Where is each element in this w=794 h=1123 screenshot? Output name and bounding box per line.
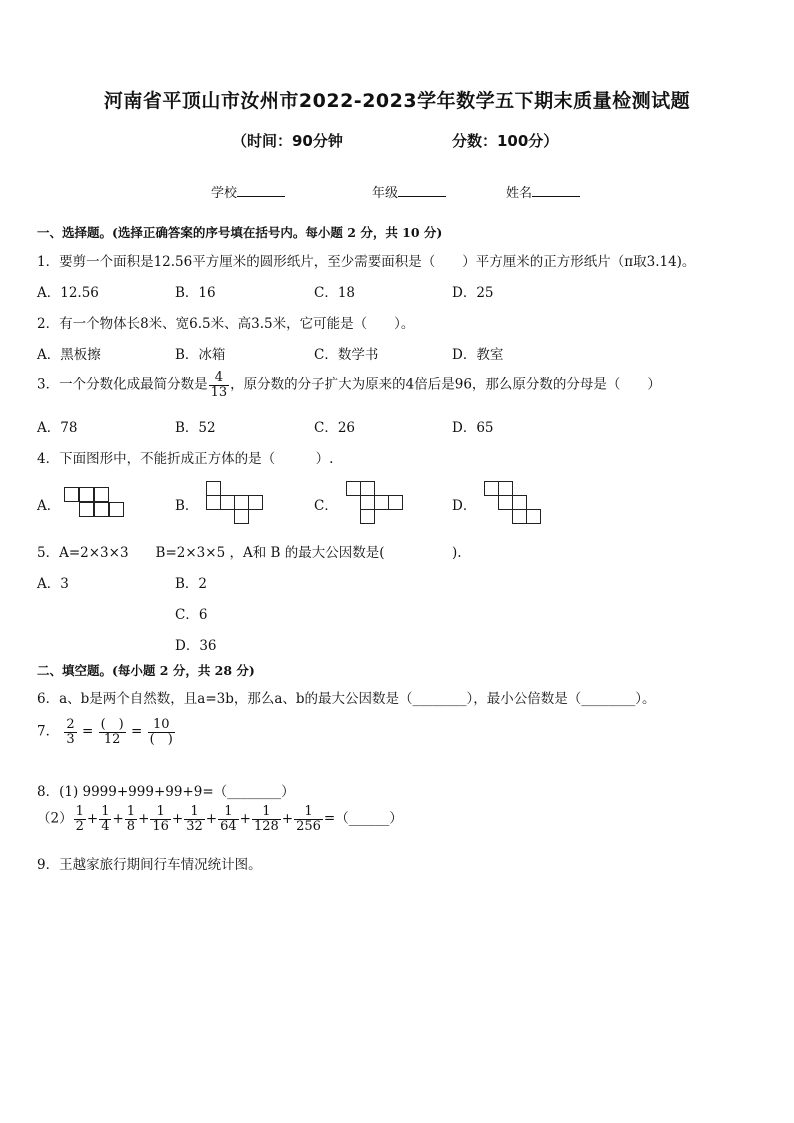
- sum-denominator: 8: [126, 818, 136, 834]
- q3-option-b[interactable]: B．52: [175, 420, 216, 436]
- q3-post: ，原分数的分子扩大为原来的4倍后是96，那么原分数的分母是（ ）: [230, 376, 661, 393]
- sum-denominator: 256: [296, 818, 321, 834]
- sum-numerator: 1: [184, 805, 205, 820]
- q7-label: 7．: [37, 723, 60, 740]
- q7-fraction-1: [64, 718, 76, 746]
- exam-score: 分数：100分）: [452, 132, 559, 150]
- sum-denominator: 16: [152, 818, 169, 834]
- plus-sign: +: [86, 810, 99, 827]
- plus-sign: +: [112, 810, 124, 827]
- sum-denominator: 32: [186, 818, 203, 834]
- q6-text: 6．a、b是两个自然数，且a=3b，那么a、b的最大公因数是（________），最小公倍数是（________）。: [37, 691, 656, 707]
- sum-denominator: 4: [101, 818, 110, 834]
- sum-fraction: [252, 805, 281, 833]
- q8-part2-label: （2）: [37, 810, 73, 827]
- section1-heading: 一、选择题。(选择正确答案的序号填在括号内。每小题 2 分，共 10 分): [37, 225, 443, 240]
- q3-text: [37, 371, 661, 399]
- q3-option-c[interactable]: C．26: [314, 420, 356, 436]
- q8-part1: 8．(1) 9999+999+99+9=（________）: [37, 784, 295, 800]
- grade-field[interactable]: [372, 182, 446, 201]
- q9-text: 9．王越家旅行期间行车情况统计图。: [37, 857, 262, 873]
- plus-sign: +: [239, 810, 251, 827]
- q3-fraction: [209, 371, 230, 399]
- sum-numerator: 1: [218, 805, 239, 820]
- q8-part2: [37, 805, 403, 833]
- q3-denominator: 13: [210, 384, 228, 400]
- sum-fraction: [294, 805, 323, 833]
- q8-fraction-sum: [73, 804, 324, 834]
- sum-numerator: 1: [252, 805, 281, 820]
- name-label: 姓名: [506, 186, 533, 201]
- q7-d3-blank[interactable]: ( ): [149, 731, 173, 747]
- q4-option-c[interactable]: C．: [314, 498, 338, 514]
- q2-option-b[interactable]: B．冰箱: [175, 347, 226, 363]
- sum-denominator: 2: [75, 818, 84, 834]
- exam-time: （时间：90分钟: [232, 132, 343, 150]
- sum-fraction: [125, 805, 137, 833]
- grade-label: 年级: [372, 186, 399, 201]
- q1-text: 1．要剪一个面积是12.56平方厘米的圆形纸片，至少需要面积是（ ）平方厘米的正方形纸片（π取3.14)。: [37, 254, 696, 270]
- page-title: 河南省平顶山市汝州市2022-2023学年数学五下期末质量检测试题: [103, 90, 691, 112]
- sum-numerator: 1: [101, 804, 110, 819]
- sum-numerator: 1: [150, 805, 171, 820]
- q5-option-c[interactable]: C．6: [175, 607, 208, 623]
- sum-fraction: [218, 805, 239, 833]
- sum-numerator: 1: [75, 804, 84, 819]
- sum-denominator: 64: [220, 818, 237, 834]
- plus-sign: +: [171, 810, 184, 827]
- plus-sign: +: [138, 810, 150, 827]
- q7-n1: 2: [66, 717, 75, 732]
- name-field[interactable]: [506, 182, 580, 201]
- q2-text: 2．有一个物体长8米、宽6.5米、高3.5米，它可能是（ ）。: [37, 316, 415, 332]
- q5-option-d[interactable]: D．36: [175, 638, 217, 654]
- q7-fraction-2: [99, 718, 126, 746]
- q4-option-a[interactable]: A．: [37, 498, 61, 514]
- sum-fraction: [150, 805, 171, 833]
- sum-fraction: [184, 805, 205, 833]
- q3-option-a[interactable]: A．78: [37, 420, 78, 436]
- sum-numerator: 1: [294, 805, 323, 820]
- q7-row: 7． $\frac{2}{3}$ = $\frac{( )}{12}$ = $\frac{10}{( )}$: [37, 717, 173, 747]
- q5-option-b[interactable]: B．2: [175, 576, 208, 592]
- school-label: 学校: [211, 186, 238, 201]
- sum-fraction: [99, 805, 111, 833]
- q7-d2: 12: [103, 731, 121, 747]
- q4-text: 4．下面图形中，不能折成正方体的是（ ）.: [37, 451, 334, 467]
- q1-option-a[interactable]: A．12.56: [37, 285, 99, 301]
- school-blank[interactable]: [237, 196, 285, 197]
- school-field[interactable]: [211, 182, 285, 201]
- q2-option-a[interactable]: A．黑板擦: [37, 347, 101, 363]
- plus-sign: +: [281, 810, 294, 827]
- q5-text: 5．A=2×3×3 B=2×3×5 ，A和 B 的最大公因数是( ).: [37, 545, 462, 561]
- q4-option-d[interactable]: D．: [452, 498, 477, 514]
- q1-option-c[interactable]: C．18: [314, 285, 356, 301]
- q1-option-d[interactable]: D．25: [452, 285, 494, 301]
- sum-denominator: 128: [253, 818, 279, 834]
- grade-blank[interactable]: [398, 196, 446, 197]
- q8-part2-tail: =（______）: [323, 810, 403, 827]
- name-blank[interactable]: [532, 196, 580, 197]
- q3-pre: 3．一个分数化成最简分数是: [37, 376, 208, 393]
- q7-fraction-3: [148, 718, 175, 746]
- q3-option-d[interactable]: D．65: [452, 420, 494, 436]
- q2-option-c[interactable]: C．数学书: [314, 347, 379, 363]
- section2-heading: 二、填空题。(每小题 2 分，共 28 分): [37, 663, 255, 678]
- plus-sign: +: [205, 810, 218, 827]
- q1-option-b[interactable]: B．16: [175, 285, 216, 301]
- q2-option-d[interactable]: D．教室: [452, 347, 504, 363]
- q7-n3: 10: [148, 718, 175, 733]
- q7-d1: 3: [66, 731, 75, 747]
- sum-numerator: 1: [126, 804, 136, 819]
- q4-option-b[interactable]: B．: [175, 498, 199, 514]
- q3-numerator: 4: [209, 371, 230, 386]
- q5-option-a[interactable]: A．3: [37, 576, 69, 592]
- sum-fraction: [74, 805, 86, 833]
- q7-n2-blank[interactable]: ( ): [100, 717, 124, 732]
